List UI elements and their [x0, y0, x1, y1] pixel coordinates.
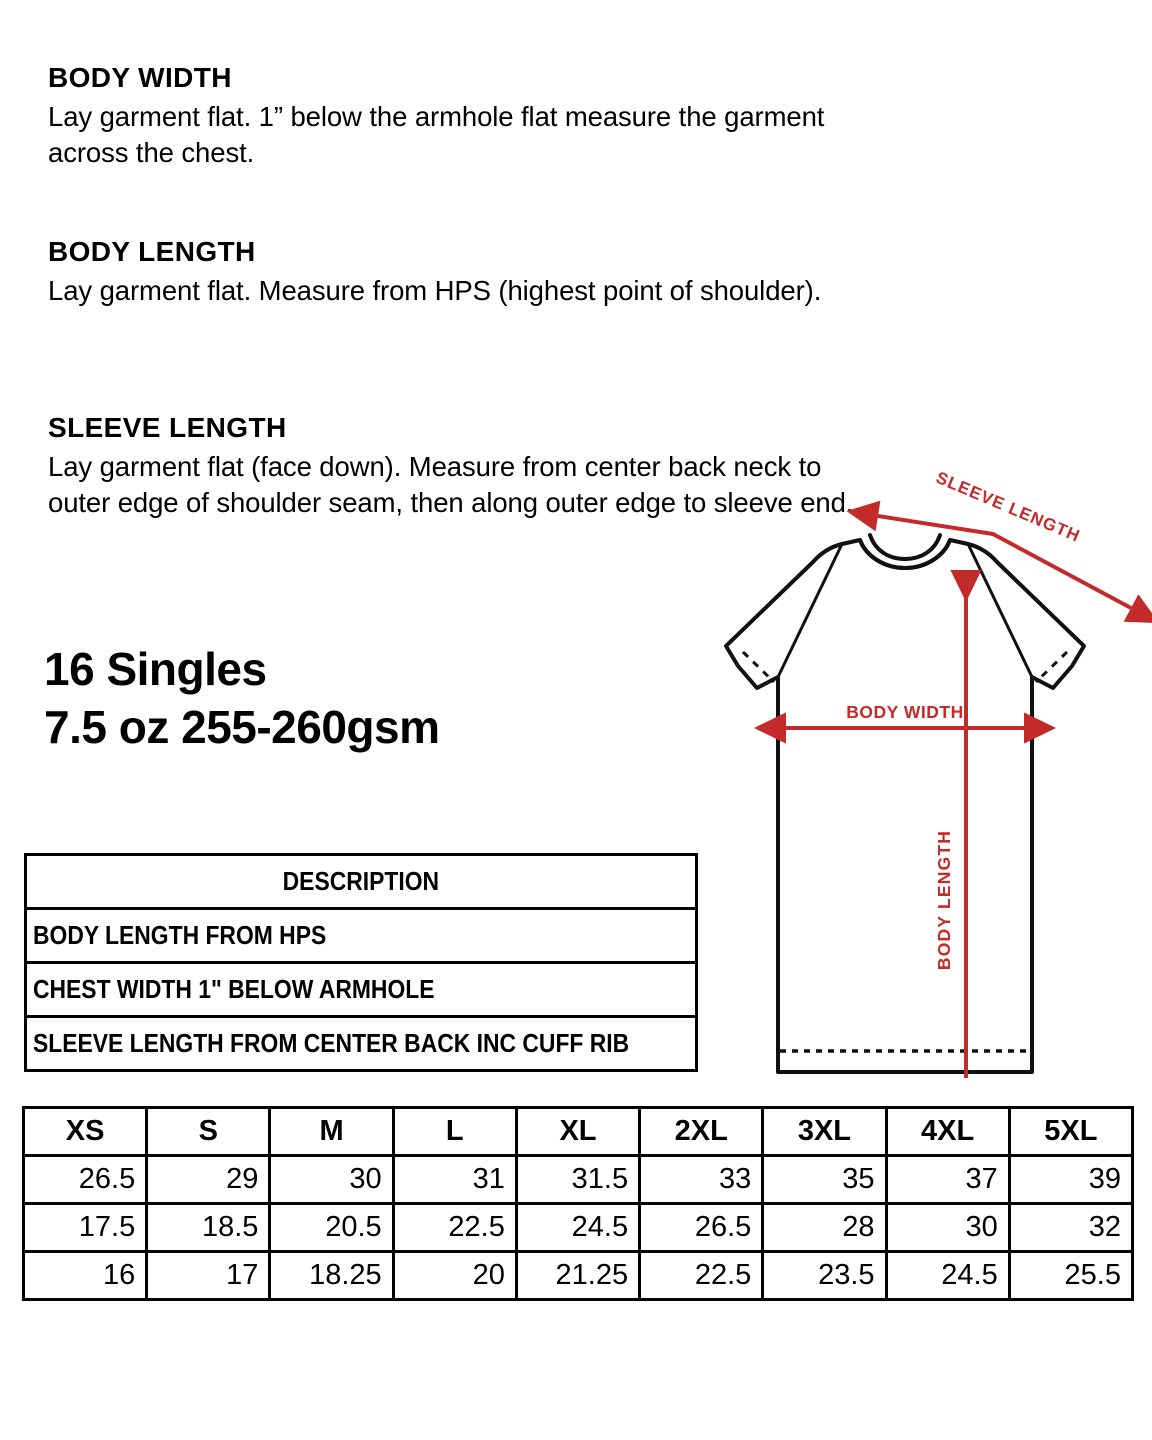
table-row	[24, 1156, 1133, 1204]
description-header-row	[26, 855, 697, 909]
measurement-cell-2xl-r1: 26.5	[640, 1204, 763, 1252]
measurement-cell-m-r0: 30	[270, 1156, 393, 1204]
measurement-cell-l-r0: 31	[393, 1156, 516, 1204]
measurement-cell-4xl-r2: 24.5	[886, 1252, 1009, 1300]
description-row-label-0: BODY LENGTH FROM HPS	[33, 920, 327, 950]
size-column-header-xl: XL	[516, 1108, 639, 1156]
body-length-label: BODY LENGTH	[934, 829, 954, 971]
measurement-cell-xl-r2: 21.25	[516, 1252, 639, 1300]
description-header-label: DESCRIPTION	[282, 866, 440, 896]
measurement-cell-xs-r1: 17.5	[24, 1204, 147, 1252]
body-width-label: BODY WIDTH	[846, 702, 964, 722]
measurement-cell-xl-r1: 24.5	[516, 1204, 639, 1252]
measurement-cell-m-r2: 18.25	[270, 1252, 393, 1300]
size-column-header-3xl: 3XL	[763, 1108, 886, 1156]
measurement-cell-s-r2: 17	[147, 1252, 270, 1300]
fabric-singles-text: 16 Singles	[44, 643, 267, 695]
size-column-header-5xl: 5XL	[1009, 1108, 1132, 1156]
size-column-header-l: L	[393, 1108, 516, 1156]
measurement-cell-l-r1: 22.5	[393, 1204, 516, 1252]
description-row-label-1: CHEST WIDTH 1" BELOW ARMHOLE	[33, 974, 435, 1004]
sleeve-length-arrow-icon	[878, 516, 1131, 608]
table-row	[26, 909, 697, 963]
measurement-cell-5xl-r0: 39	[1009, 1156, 1132, 1204]
size-measurement-table	[22, 1106, 1134, 1301]
size-column-header-m: M	[270, 1108, 393, 1156]
size-column-header-2xl: 2XL	[640, 1108, 763, 1156]
measurement-cell-3xl-r0: 35	[763, 1156, 886, 1204]
measurement-cell-4xl-r0: 37	[886, 1156, 1009, 1204]
measurement-cell-5xl-r1: 32	[1009, 1204, 1132, 1252]
instruction-body-sleeve-length: Lay garment flat (face down). Measure from center back neck to outer edge of shoulder seam, then along outer edge to sleeve end.	[48, 451, 854, 518]
size-column-header-xs: XS	[24, 1108, 147, 1156]
table-row	[26, 1017, 697, 1071]
instruction-body-body-width: Lay garment flat. 1” below the armhole flat measure the garment across the chest.	[48, 101, 825, 168]
description-row-label-2: SLEEVE LENGTH FROM CENTER BACK INC CUFF RIB	[33, 1028, 630, 1058]
fabric-weight-text: 7.5 oz 255-260gsm	[44, 701, 440, 753]
size-column-header-s: S	[147, 1108, 270, 1156]
sleeve-length-label: SLEEVE LENGTH	[933, 467, 1084, 546]
fabric-weight-callout	[44, 640, 440, 756]
measurement-cell-l-r2: 20	[393, 1252, 516, 1300]
instruction-heading-sleeve-length: SLEEVE LENGTH	[48, 412, 287, 443]
measurement-cell-2xl-r0: 33	[640, 1156, 763, 1204]
measurement-cell-3xl-r1: 28	[763, 1204, 886, 1252]
measurement-cell-4xl-r1: 30	[886, 1204, 1009, 1252]
measurement-cell-xs-r0: 26.5	[24, 1156, 147, 1204]
description-header-cell	[26, 855, 697, 909]
measurement-cell-3xl-r2: 23.5	[763, 1252, 886, 1300]
measurement-cell-s-r0: 29	[147, 1156, 270, 1204]
measurement-cell-5xl-r2: 25.5	[1009, 1252, 1132, 1300]
table-row	[24, 1204, 1133, 1252]
measurement-cell-xl-r0: 31.5	[516, 1156, 639, 1204]
description-table	[24, 853, 698, 1072]
size-column-header-4xl: 4XL	[886, 1108, 1009, 1156]
description-row-1	[26, 963, 697, 1017]
table-row	[24, 1252, 1133, 1300]
instruction-block-body-width	[48, 62, 878, 171]
instruction-body-body-length: Lay garment flat. Measure from HPS (highest point of shoulder).	[48, 275, 822, 306]
size-table-header-row	[24, 1108, 1133, 1156]
instruction-block-body-length	[48, 236, 878, 309]
table-row	[26, 963, 697, 1017]
description-row-2	[26, 1017, 697, 1071]
instruction-heading-body-width: BODY WIDTH	[48, 62, 232, 93]
measurement-cell-m-r1: 20.5	[270, 1204, 393, 1252]
measurement-cell-2xl-r2: 22.5	[640, 1252, 763, 1300]
measurement-cell-s-r1: 18.5	[147, 1204, 270, 1252]
description-row-0	[26, 909, 697, 963]
instruction-heading-body-length: BODY LENGTH	[48, 236, 256, 267]
measurement-cell-xs-r2: 16	[24, 1252, 147, 1300]
